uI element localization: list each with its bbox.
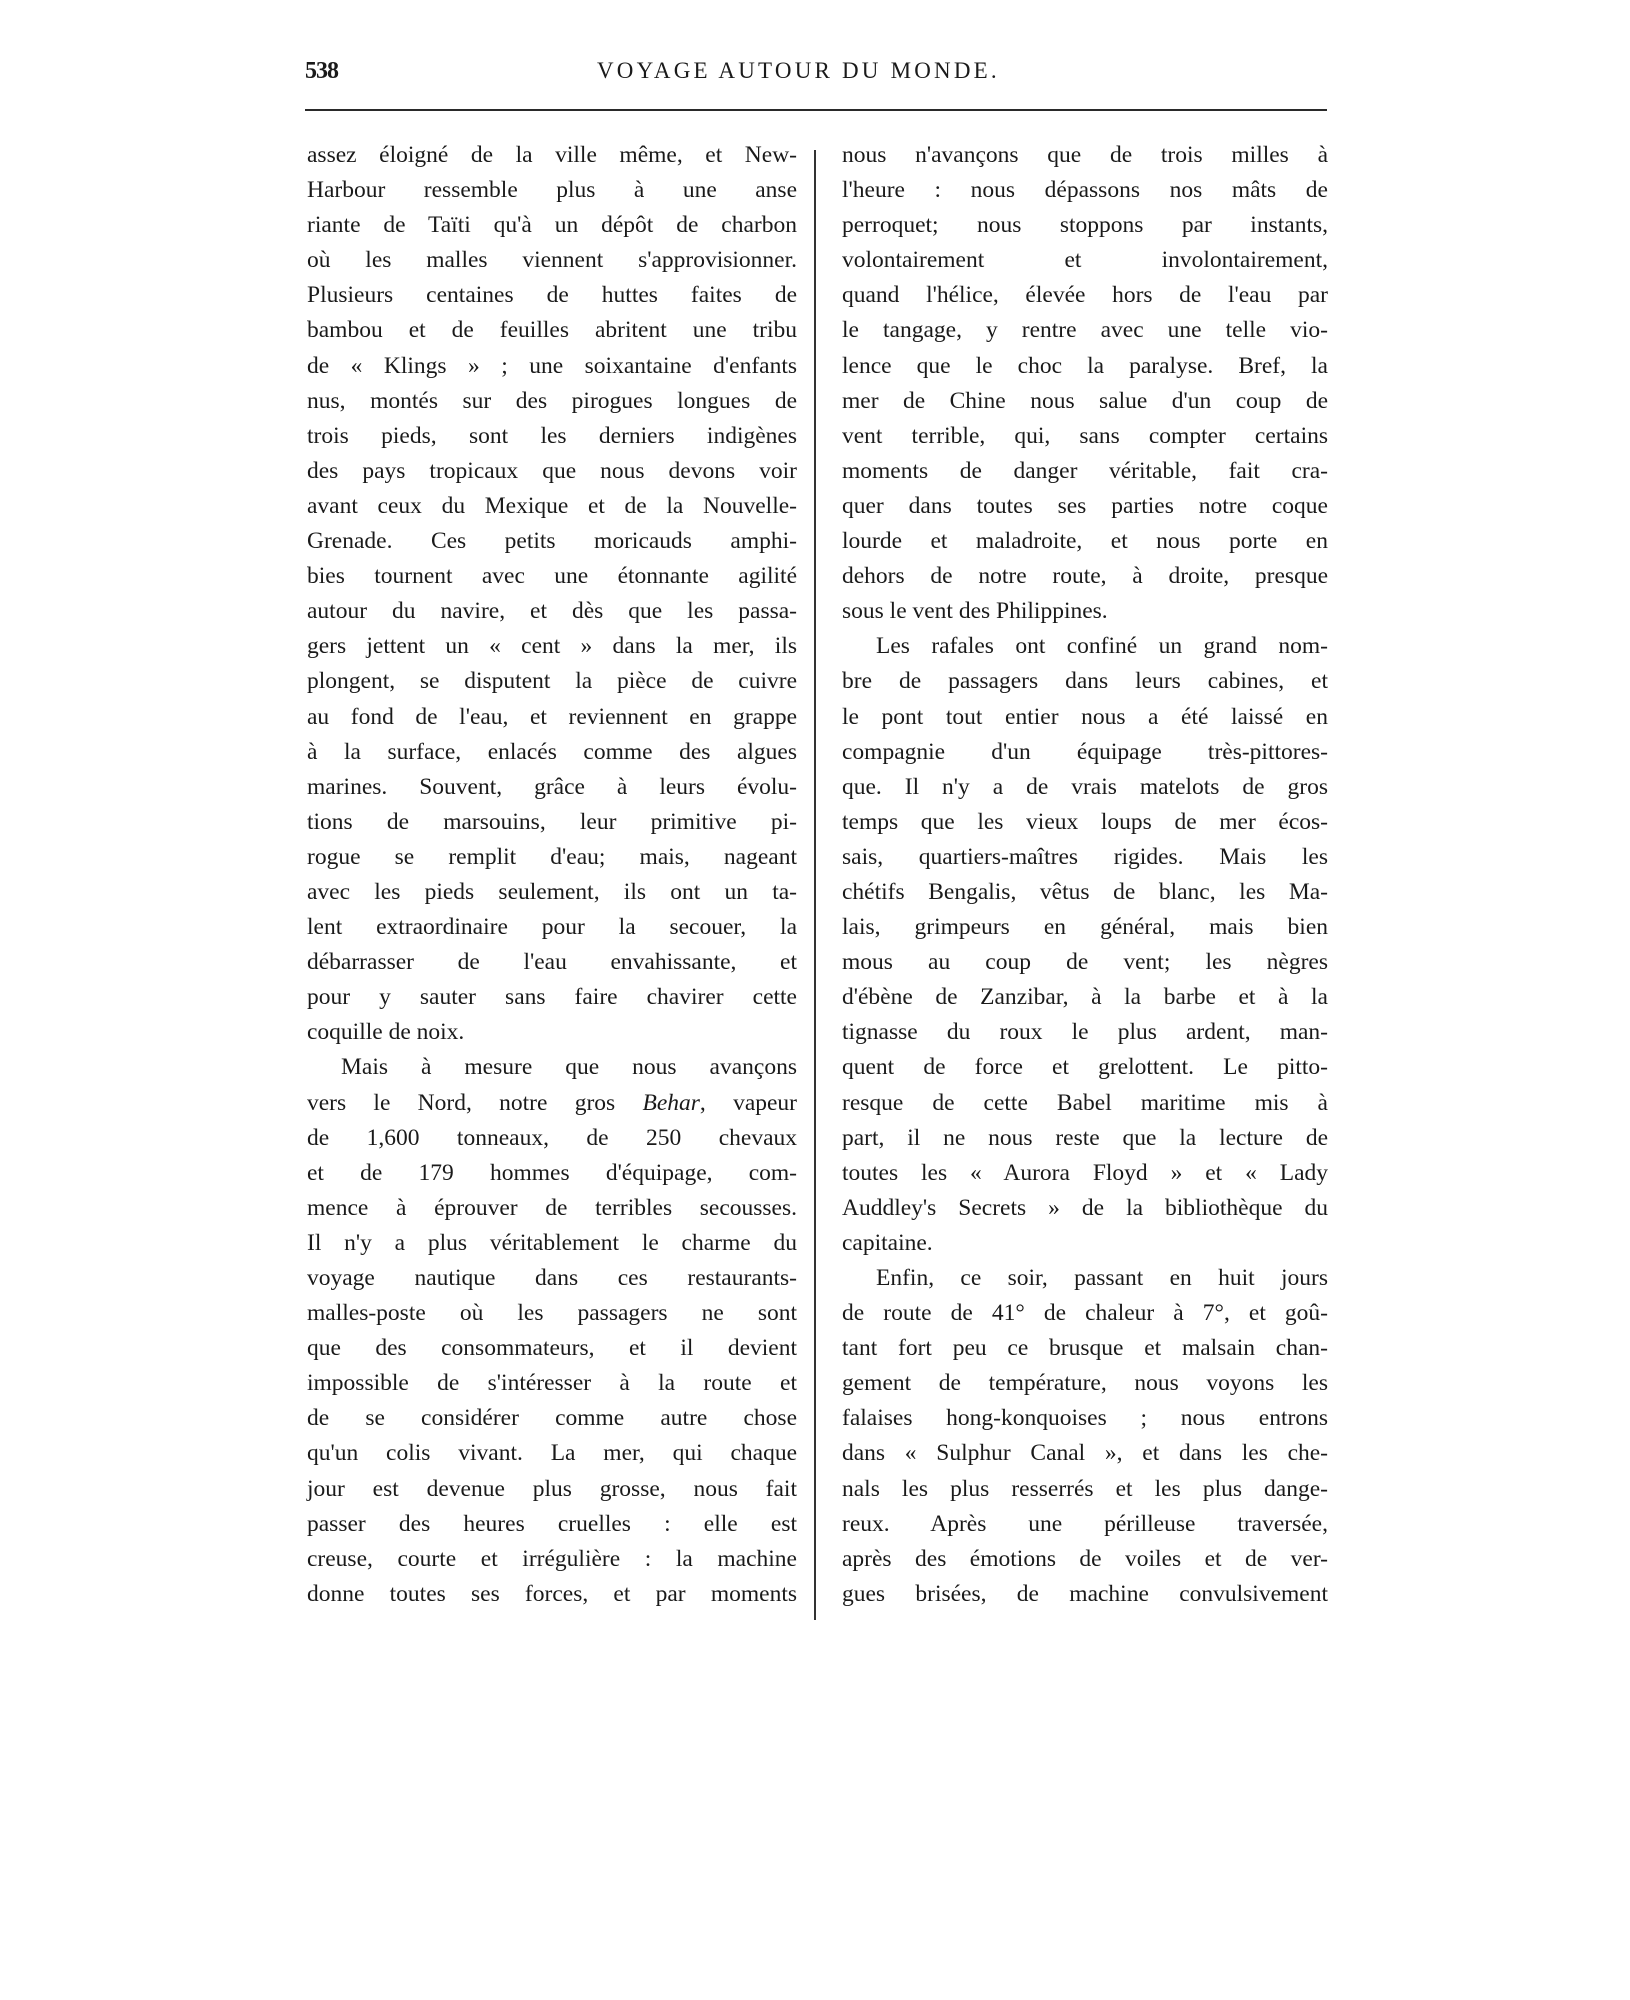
text-line: reux. Après une périlleuse traversée, bbox=[842, 1510, 1328, 1537]
text-line: gement de température, nous voyons les bbox=[842, 1370, 1328, 1397]
text-line: plongent, se disputent la pièce de cuivre bbox=[307, 668, 797, 695]
text-line: lourde et maladroite, et nous porte en bbox=[842, 528, 1328, 555]
text-line: que des consommateurs, et il devient bbox=[307, 1335, 797, 1362]
text-line: toutes les « Aurora Floyd » et « Lady bbox=[842, 1159, 1328, 1186]
text-line: avec les pieds seulement, ils ont un ta- bbox=[307, 878, 797, 905]
running-title: VOYAGE AUTOUR DU MONDE. bbox=[597, 58, 1000, 83]
text-line: dans « Sulphur Canal », et dans les che- bbox=[842, 1440, 1328, 1467]
text-line: tant fort peu ce brusque et malsain chan- bbox=[842, 1335, 1328, 1362]
text-line: mer de Chine nous salue d'un coup de bbox=[842, 387, 1328, 414]
text-line: sais, quartiers-maîtres rigides. Mais les bbox=[842, 843, 1328, 870]
text-line: l'heure : nous dépassons nos mâts de bbox=[842, 177, 1328, 204]
text-line: Il n'y a plus véritablement le charme du bbox=[307, 1229, 797, 1256]
text-line: de « Klings » ; une soixantaine d'enfants bbox=[307, 352, 797, 379]
text-line: impossible de s'intéresser à la route et bbox=[307, 1370, 797, 1397]
header-rule bbox=[305, 109, 1327, 111]
text-line: Auddley's Secrets » de la bibliothèque du bbox=[842, 1194, 1328, 1221]
text-line: mous au coup de vent; les nègres bbox=[842, 949, 1328, 976]
text-line: Mais à mesure que nous avançons bbox=[341, 1054, 797, 1081]
text-line: de route de 41° de chaleur à 7°, et goû- bbox=[842, 1300, 1328, 1327]
text-line: jour est devenue plus grosse, nous fait bbox=[307, 1475, 797, 1502]
page-number: 538 bbox=[305, 58, 338, 84]
text-line: nals les plus resserrés et les plus dange- bbox=[842, 1475, 1328, 1502]
right-column bbox=[842, 138, 1328, 1612]
text-line: lence que le choc la paralyse. Bref, la bbox=[842, 352, 1328, 379]
text-line: gues brisées, de machine convulsivement bbox=[842, 1580, 1328, 1607]
text-line: autour du navire, et dès que les passa- bbox=[307, 598, 797, 625]
text-line: passer des heures cruelles : elle est bbox=[307, 1510, 797, 1537]
text-line: à la surface, enlacés comme des algues bbox=[307, 738, 797, 765]
text-line: donne toutes ses forces, et par moments bbox=[307, 1580, 797, 1607]
text-line: vers le Nord, notre gros Behar, vapeur bbox=[307, 1089, 798, 1116]
text-line: mence à éprouver de terribles secousses. bbox=[307, 1194, 797, 1221]
text-line: de se considérer comme autre chose bbox=[307, 1405, 797, 1432]
ship-name: Behar bbox=[642, 1089, 700, 1116]
text-line: qu'un colis vivant. La mer, qui chaque bbox=[307, 1440, 797, 1467]
text-line: bre de passagers dans leurs cabines, et bbox=[842, 668, 1328, 695]
text-line: au fond de l'eau, et reviennent en grappe bbox=[307, 703, 797, 730]
text-line: quand l'hélice, élevée hors de l'eau par bbox=[842, 282, 1328, 309]
text-line: où les malles viennent s'approvisionner. bbox=[307, 247, 797, 274]
text-line: lent extraordinaire pour la secouer, la bbox=[307, 914, 797, 941]
text-line: Plusieurs centaines de huttes faites de bbox=[307, 282, 797, 309]
text-line: moments de danger véritable, fait cra- bbox=[842, 457, 1328, 484]
text-line: bambou et de feuilles abritent une tribu bbox=[307, 317, 797, 344]
text-line: débarrasser de l'eau envahissante, et bbox=[307, 949, 797, 976]
left-column bbox=[307, 138, 797, 1612]
text-line: Harbour ressemble plus à une anse bbox=[307, 177, 797, 204]
text-line: riante de Taïti qu'à un dépôt de charbon bbox=[307, 212, 797, 239]
text-line: assez éloigné de la ville même, et New- bbox=[307, 142, 797, 168]
text-line: chétifs Bengalis, vêtus de blanc, les Ma- bbox=[842, 878, 1328, 905]
text-line: part, il ne nous reste que la lecture de bbox=[842, 1124, 1328, 1151]
text-line: le tangage, y rentre avec une telle vio- bbox=[842, 317, 1328, 344]
text-line: tions de marsouins, leur primitive pi- bbox=[307, 808, 797, 835]
text-line: avant ceux du Mexique et de la Nouvelle- bbox=[307, 492, 797, 519]
text-line: le pont tout entier nous a été laissé en bbox=[842, 703, 1328, 730]
text-line: temps que les vieux loups de mer écos- bbox=[842, 808, 1328, 835]
text-line: quer dans toutes ses parties notre coque bbox=[842, 492, 1328, 519]
text-line: vent terrible, qui, sans compter certains bbox=[842, 422, 1328, 449]
text-line: des pays tropicaux que nous devons voir bbox=[307, 457, 797, 484]
text-line: resque de cette Babel maritime mis à bbox=[842, 1089, 1328, 1116]
text-line: nus, montés sur des pirogues longues de bbox=[307, 387, 797, 414]
text-line: volontairement et involontairement, bbox=[842, 247, 1328, 274]
text-line: malles-poste où les passagers ne sont bbox=[307, 1300, 797, 1327]
text-line: nous n'avançons que de trois milles à bbox=[842, 142, 1328, 168]
text-line: marines. Souvent, grâce à leurs évolu- bbox=[307, 773, 797, 800]
text-line: que. Il n'y a de vrais matelots de gros bbox=[842, 773, 1328, 800]
text-line: tignasse du roux le plus ardent, man- bbox=[842, 1019, 1328, 1046]
text-line: Les rafales ont confiné un grand nom- bbox=[876, 633, 1328, 660]
text-line: pour y sauter sans faire chavirer cette bbox=[307, 984, 797, 1011]
text-line: coquille de noix. bbox=[307, 1019, 465, 1046]
text-line: voyage nautique dans ces restaurants- bbox=[307, 1265, 797, 1291]
text-line: falaises hong-konquoises ; nous entrons bbox=[842, 1405, 1328, 1432]
text-line: trois pieds, sont les derniers indigènes bbox=[307, 422, 797, 449]
text-line: perroquet; nous stoppons par instants, bbox=[842, 212, 1328, 239]
text-line: gers jettent un « cent » dans la mer, ils bbox=[307, 633, 797, 660]
text-line: bies tournent avec une étonnante agilité bbox=[307, 563, 797, 590]
text-line: et de 179 hommes d'équipage, com- bbox=[307, 1159, 797, 1186]
text-line: d'ébène de Zanzibar, à la barbe et à la bbox=[842, 984, 1328, 1011]
text-line: creuse, courte et irrégulière : la machine bbox=[307, 1545, 797, 1572]
text-line: après des émotions de voiles et de ver- bbox=[842, 1545, 1328, 1572]
text-line: sous le vent des Philippines. bbox=[842, 598, 1108, 625]
column-divider bbox=[814, 150, 816, 1620]
text-line: Enfin, ce soir, passant en huit jours bbox=[876, 1265, 1328, 1291]
text-line: dehors de notre route, à droite, presque bbox=[842, 563, 1328, 590]
text-line: capitaine. bbox=[842, 1229, 933, 1256]
text-line: lais, grimpeurs en général, mais bien bbox=[842, 914, 1328, 941]
text-line: de 1,600 tonneaux, de 250 chevaux bbox=[307, 1124, 797, 1151]
text-line: rogue se remplit d'eau; mais, nageant bbox=[307, 843, 797, 870]
text-line: quent de force et grelottent. Le pitto- bbox=[842, 1054, 1328, 1081]
text-line: Grenade. Ces petits moricauds amphi- bbox=[307, 528, 797, 555]
text-line: compagnie d'un équipage très-pittores- bbox=[842, 738, 1328, 765]
